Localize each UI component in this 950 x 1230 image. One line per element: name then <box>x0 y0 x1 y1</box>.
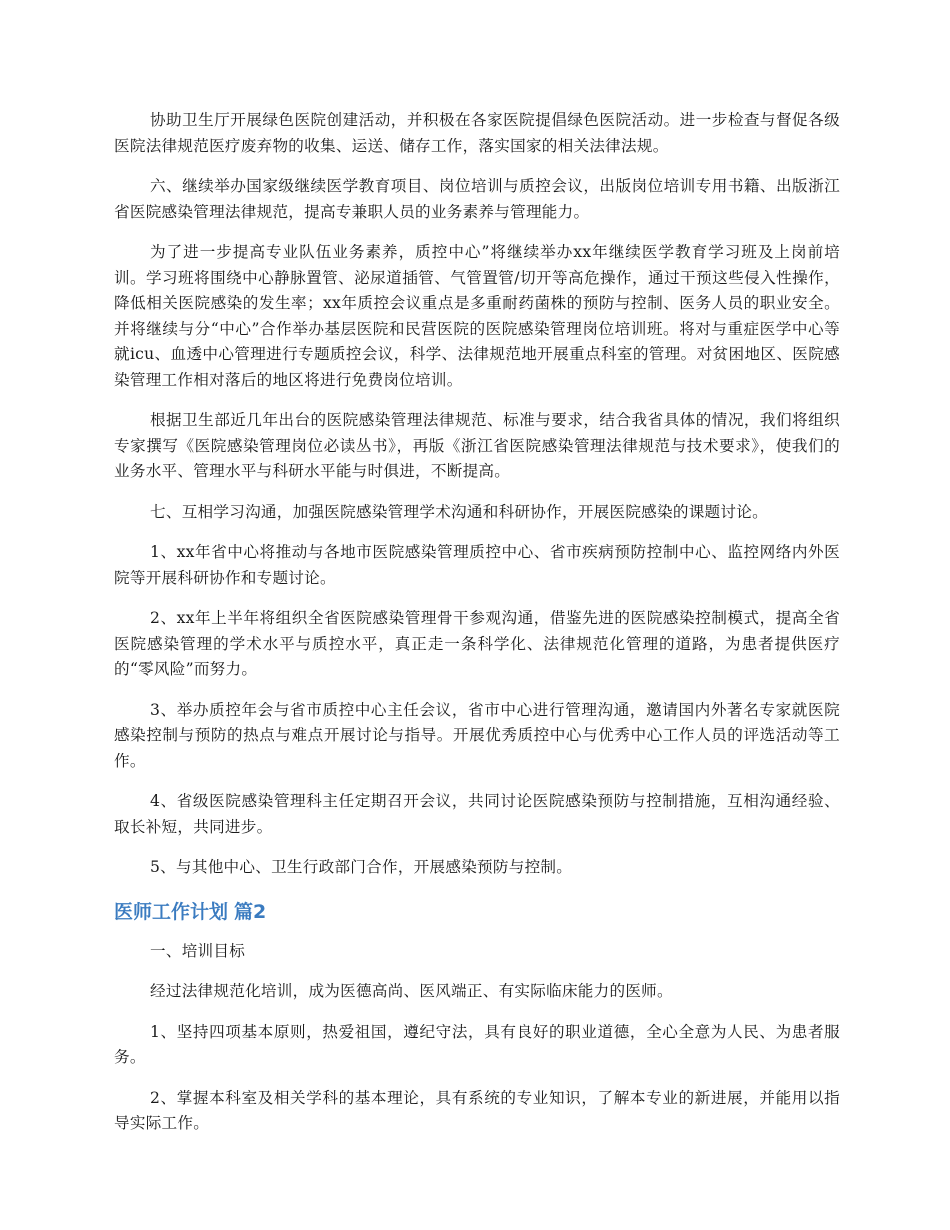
paragraph-item-2: 2、xx年上半年将组织全省医院感染管理骨干参观沟通，借鉴先进的医院感染控制模式，提高全省医院感染管理的学术水平与质控水平，真正走一条科学化、法律规范化管理的道路，为患者提供医疗的“零风险”而努力。 <box>114 609 840 678</box>
paragraph-item-3: 3、举办质控年会与省市质控中心主任会议，省市中心进行管理沟通，邀请国内外著名专家就医院感染控制与预防的热点与难点开展讨论与指导。开展优秀质控中心与优秀中心工作人员的评选活动等工作。 <box>114 700 840 770</box>
paragraph-green-hospital: 协助卫生厅开展绿色医院创建活动，并积极在各家医院提倡绿色医院活动。进一步检查与督促各级医院法律规范医疗废弃物的收集、运送、储存工作，落实国家的相关法律法规。 <box>114 111 840 155</box>
paragraph-goal-item-2: 2、掌握本科室及相关学科的基本理论，具有系统的专业知识，了解本专业的新进展，并能用以指导实际工作。 <box>114 1088 840 1132</box>
paragraph-section-six: 六、继续举办国家级继续医学教育项目、岗位培训与质控会议，出版岗位培训专用书籍、出版浙江省医院感染管理法律规范，提高专兼职人员的业务素养与管理能力。 <box>114 177 840 221</box>
paragraph-item-4: 4、省级医院感染管理科主任定期召开会议，共同讨论医院感染预防与控制措施，互相沟通经验、取长补短，共同进步。 <box>114 792 840 836</box>
paragraph-regulations-books: 根据卫生部近几年出台的医院感染管理法律规范、标准与要求，结合我省具体的情况，我们将组织专家撰写《医院感染管理岗位必读丛书》，再版《浙江省医院感染管理法律规范与技术要求》，使我们的业务水平、管理水平与科研水平能与时俱进，不断提高。 <box>114 411 840 480</box>
section-heading-title: 医师工作计划 <box>114 900 229 923</box>
paragraph-item-1: 1、xx年省中心将推动与各地市医院感染管理质控中心、省市疾病预防控制中心、监控网络内外医院等开展科研协作和专题讨论。 <box>114 543 840 587</box>
paragraph-training-goal-heading: 一、培训目标 <box>150 941 246 960</box>
section-heading <box>114 899 840 925</box>
paragraph-item-5: 5、与其他中心、卫生行政部门合作，开展感染预防与控制。 <box>150 858 573 876</box>
paragraph-training-program: 为了进一步提高专业队伍业务素养，质控中心”将继续举办xx年继续医学教育学习班及上岗前培训。学习班将围绕中心静脉置管、泌尿道插管、气管置管/切开等高危操作，通过干预这些侵入性操作，降低相关医院感染的发生率；xx年质控会议重点是多重耐药菌株的预防与控制、医务人员的职业安全。并将继续与分“中心”合作举办基层医院和民营医院的医院感染管理岗位培训班。将对与重症医学中心等就icu、血透中心管理进行专题质控会议，科学、法律规范地开展重点科室的管理。对贫困地区、医院感染管理工作相对落后的地区将进行免费岗位培训。 <box>114 243 840 389</box>
paragraph-goal-item-1: 1、坚持四项基本原则，热爱祖国，遵纪守法，具有良好的职业道德，全心全意为人民、为患者服务。 <box>114 1022 840 1066</box>
paragraph-section-seven: 七、互相学习沟通，加强医院感染管理学术沟通和科研协作，开展医院感染的课题讨论。 <box>150 502 768 521</box>
paragraph-training-goal: 经过法律规范化培训，成为医德高尚、医风端正、有实际临床能力的医师。 <box>150 982 673 1000</box>
document-page <box>114 108 840 1152</box>
section-heading-number: 篇2 <box>234 900 267 923</box>
